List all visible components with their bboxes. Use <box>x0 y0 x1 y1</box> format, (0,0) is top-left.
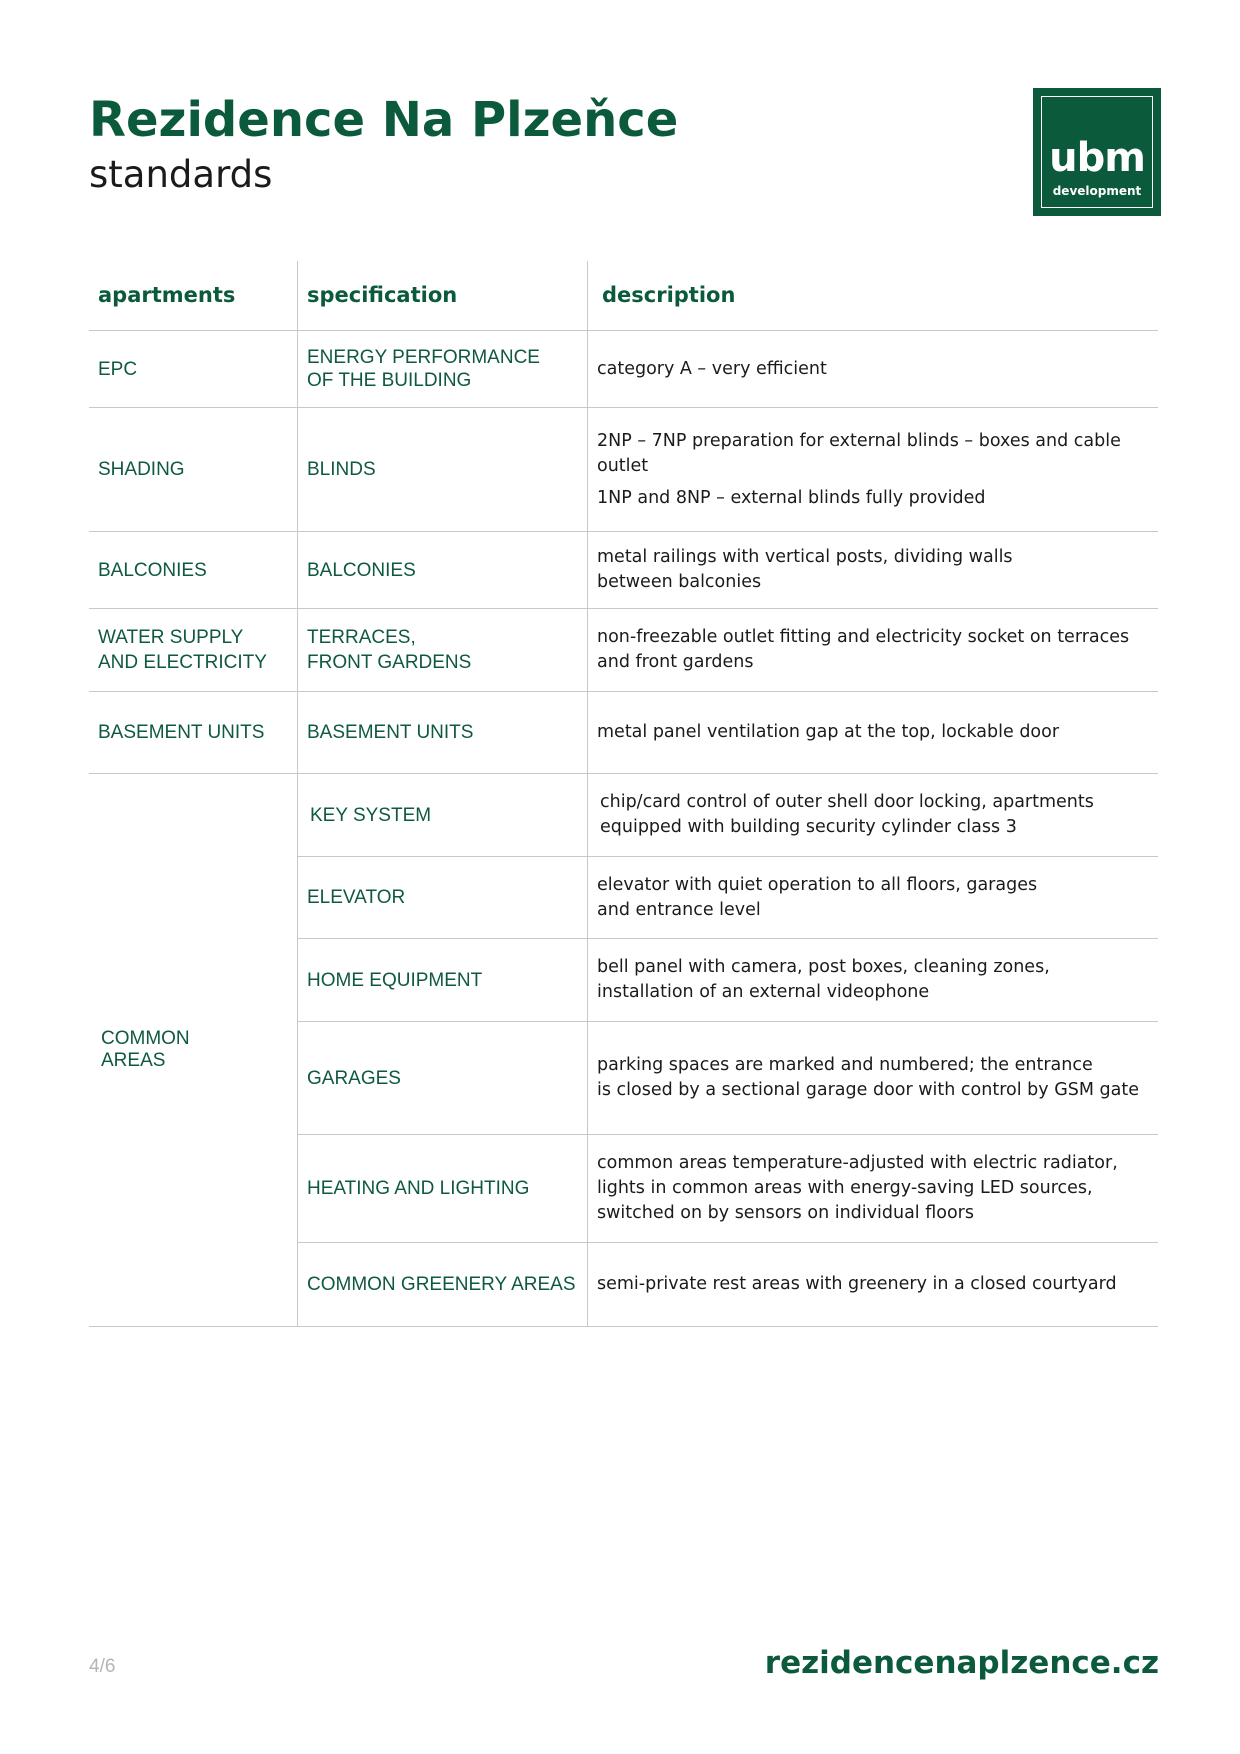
specification-cell: ELEVATOR <box>297 857 587 938</box>
apartments-cell: BASEMENT UNITS <box>98 722 265 743</box>
column-header-description: description <box>587 261 1158 330</box>
specification-cell: GARAGES <box>297 1022 587 1134</box>
table-row <box>297 1243 1158 1326</box>
description-cell: semi-private rest areas with greenery in a closed courtyard <box>587 1243 1158 1326</box>
specification-cell: BASEMENT UNITS <box>297 692 587 773</box>
description-line: and front gardens <box>597 652 754 672</box>
document-header <box>89 90 678 200</box>
description-line: is closed by a sectional garage door with control by GSM gate <box>597 1080 1139 1100</box>
page-title: Rezidence Na Plzeňce <box>89 92 679 148</box>
specification-cell: KEY SYSTEM <box>297 774 587 856</box>
table-row <box>297 1022 1158 1135</box>
description-line: bell panel with camera, post boxes, cleaning zones, <box>597 957 1050 977</box>
description-line: 1NP and 8NP – external blinds fully provided <box>597 487 986 508</box>
specification-cell <box>297 609 587 691</box>
description-line: and entrance level <box>597 899 761 920</box>
description-line: metal railings with vertical posts, dividing walls <box>597 547 1013 567</box>
description-cell <box>587 939 1158 1021</box>
apartments-cell: BALCONIES <box>98 559 207 581</box>
common-areas-rows <box>297 774 1158 1326</box>
description-line: common areas temperature-adjusted with electric radiator, <box>597 1153 1118 1173</box>
description-line: equipped with building security cylinder class 3 <box>600 817 1017 837</box>
description-cell: metal panel ventilation gap at the top, lockable door <box>587 692 1158 773</box>
logo-mark: ubm <box>1049 135 1145 181</box>
description-cell <box>587 408 1158 531</box>
table-row <box>89 609 1158 692</box>
specification-line: TERRACES, <box>307 627 416 648</box>
description-cell <box>587 1135 1158 1242</box>
specification-line: ENERGY PERFORMANCE <box>307 347 540 368</box>
description-line: 2NP – 7NP preparation for external blinds – boxes and cable outlet <box>597 430 1121 476</box>
table-row <box>89 532 1158 609</box>
specification-line: OF THE BUILDING <box>307 370 472 391</box>
logo-subtitle: development <box>1052 184 1142 198</box>
standards-table <box>89 261 1158 1327</box>
description-cell <box>587 774 1158 856</box>
description-line: parking spaces are marked and numbered; the entrance <box>597 1055 1093 1075</box>
page-subtitle: standards <box>89 153 273 196</box>
table-header-row <box>89 261 1158 331</box>
website-url[interactable]: rezidencenaplzence.cz <box>764 1645 1159 1681</box>
apartments-cell: EPC <box>98 358 138 380</box>
specification-cell: HOME EQUIPMENT <box>297 939 587 1021</box>
table-row <box>89 408 1158 532</box>
description-line: lights in common areas with energy-saving LED sources, <box>597 1178 1093 1198</box>
page-number: 4/6 <box>89 1656 116 1677</box>
column-header-apartments: apartments <box>98 283 236 307</box>
description-line: non-freezable outlet fitting and electricity socket on terraces <box>597 627 1130 647</box>
description-line: switched on by sensors on individual floors <box>597 1203 974 1223</box>
group-label-text: COMMON AREAS <box>101 1028 190 1071</box>
table-row <box>297 774 1158 857</box>
specification-cell <box>297 331 587 407</box>
description-cell: category A – very efficient <box>587 331 1158 407</box>
description-line: elevator with quiet operation to all floors, garages <box>597 874 1038 895</box>
apartments-cell: WATER SUPPLY AND ELECTRICITY <box>98 627 267 673</box>
description-cell <box>587 609 1158 691</box>
specification-cell: BALCONIES <box>297 532 587 608</box>
table-row <box>297 1135 1158 1243</box>
description-cell <box>587 532 1158 608</box>
table-row <box>297 939 1158 1022</box>
description-line: chip/card control of outer shell door locking, apartments <box>600 792 1094 812</box>
ubm-logo <box>1033 88 1161 216</box>
table-row <box>89 331 1158 408</box>
description-line: installation of an external videophone <box>597 982 930 1002</box>
description-cell <box>587 1022 1158 1134</box>
description-line: between balconies <box>597 572 762 592</box>
specification-cell: HEATING AND LIGHTING <box>297 1135 587 1242</box>
specification-cell: COMMON GREENERY AREAS <box>297 1243 587 1326</box>
specification-line: FRONT GARDENS <box>307 652 472 673</box>
apartments-cell: SHADING <box>98 459 185 480</box>
specification-cell: BLINDS <box>297 408 587 531</box>
column-header-specification: specification <box>297 261 587 330</box>
common-areas-group <box>89 774 1158 1327</box>
apartments-cell-common-areas <box>89 774 297 1326</box>
table-row <box>89 692 1158 774</box>
table-row <box>297 857 1158 939</box>
description-cell <box>587 857 1158 938</box>
